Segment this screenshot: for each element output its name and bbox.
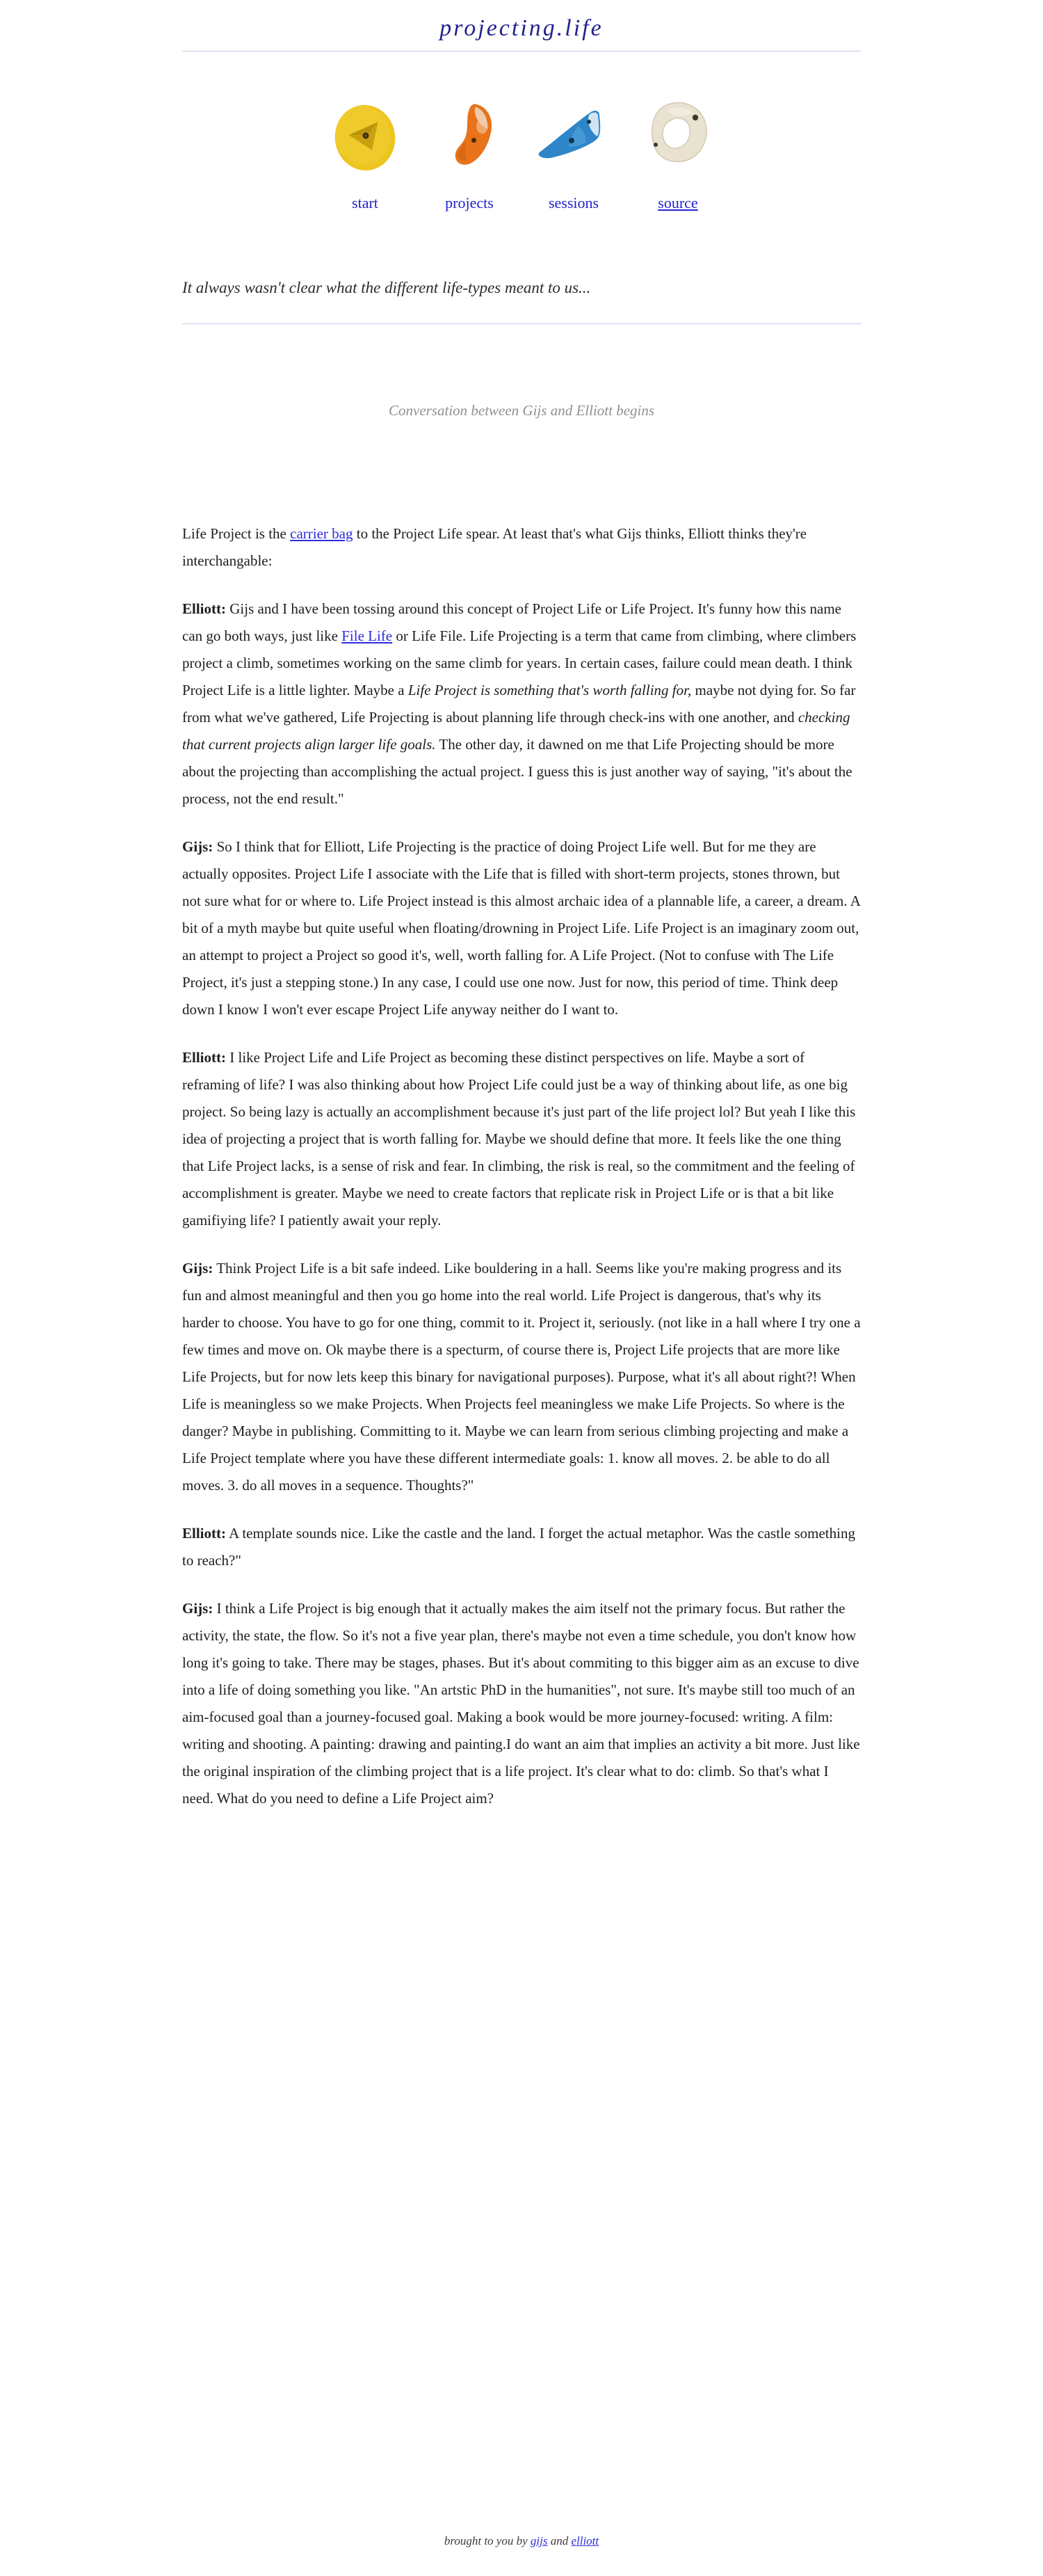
conversation-paragraph — [182, 1520, 861, 1574]
nav-item-projects[interactable] — [431, 86, 508, 212]
conversation-body — [182, 520, 861, 1833]
nav-item-start[interactable] — [327, 86, 403, 212]
nav-item-sessions[interactable] — [535, 86, 612, 212]
file-life-link[interactable]: File Life — [341, 627, 393, 644]
speaker-name: Gijs: — [182, 838, 213, 855]
conversation-caption: Conversation between Gijs and Elliott begins — [388, 402, 655, 419]
conversation-paragraph — [182, 1595, 861, 1812]
text-run: A template sounds nice. Like the castle and the land. I forget the actual metaphor. Was the castle something to reach?" — [182, 1525, 855, 1569]
text-run: maybe not dying for. So far from what we've gathered, Life Projecting is about planning life through check-ins with one another, and — [182, 682, 856, 726]
blue-triangle-hold-icon — [535, 86, 612, 187]
nav-label-sessions: sessions — [548, 194, 599, 211]
conversation-paragraph — [182, 520, 861, 575]
text-run: So I think that for Elliott, Life Projecting is the practice of doing Project Life well. But for me they are actually opposites. Project Life I associate with the Life that is filled with short-term projects, stones thrown, but not sure what for or where to. Life Project instead is this almost archaic idea of a plannable life, a career, a dream. A bit of a myth maybe but quite useful when floating/drowning in Project Life. Life Project is an imaginary zoom out, an attempt to project a Project so good it's, well, worth falling for. A Life Project. (Not to confuse with The Life Project, it's just a stepping stone.) In any case, I could use one now. Just for now, this period of time. Think deep down I know I won't ever escape Project Life anyway neither do I want to. — [182, 838, 860, 1018]
elliott-link[interactable]: elliott — [571, 2534, 599, 2547]
emphasized-text: checking that current projects align larger life goals. — [182, 709, 850, 753]
page-footer — [0, 2534, 1043, 2576]
nav-item-source[interactable] — [640, 86, 716, 212]
speaker-name: Elliott: — [182, 600, 226, 617]
nav-label-projects: projects — [445, 194, 494, 211]
conversation-paragraph — [182, 833, 861, 1023]
text-run: I think a Life Project is big enough that it actually makes the aim itself not the primary focus. But rather the activity, the state, the flow. So it's not a five year plan, there's maybe not even a time schedule, you don't know how long it's going to take. There may be stages, phases. But it's about commiting to this bigger aim as an excuse to dive into a life of doing something you like. "An artstic PhD in the humanities", not sure. It's maybe still too much of an aim-focused goal than a journey-focused goal. Making a book would be more journey-focused: writing. A film: writing and shooting. A painting: drawing and painting.I do want an aim that implies an activity a bit more. Just like the original inspiration of the climbing project that is a life project. It's clear what to do: climb. So that's what I need. What do you need to define a Life Project aim? — [182, 1600, 860, 1807]
text-run: to the Project Life spear. At least that's what Gijs thinks, Elliott thinks they're interchangable: — [182, 525, 807, 569]
main-nav — [0, 86, 1043, 212]
nav-label-start: start — [352, 194, 378, 211]
conversation-paragraph — [182, 1044, 861, 1234]
text-run: Gijs and I have been tossing around this concept of Project Life or Life Project. It's funny how this name can go both ways, just like — [182, 600, 841, 644]
white-donut-hold-icon — [640, 86, 716, 187]
speaker-name: Gijs: — [182, 1260, 213, 1277]
text-run: Think Project Life is a bit safe indeed. Like bouldering in a hall. Seems like you're making progress and its fun and almost meaningful and then you go home into the real world. Life Project is dangerous, that's why its harder to choose. You have to go for one thing, commit to it. Project it, seriously. (not like in a hall where I try one a few times and move on. Ok maybe there is a specturm, of course there is, Project Life projects that are more like Life Projects, but for now lets keep this binary for navigational purposes). Purpose, what it's all about right?! When Life is meaningless so we make Projects. When Projects feel meaningless we make Life Projects. So where is the danger? Maybe in publishing. Committing to it. Maybe we can learn from serious climbing projecting and make a Life Project template where you have these different intermediate goals: 1. know all moves. 2. be able to do all moves. 3. do all moves in a sequence. Thoughts?" — [182, 1260, 861, 1494]
intro-divider — [182, 323, 861, 324]
conversation-paragraph — [182, 1255, 861, 1499]
orange-crescent-hold-icon — [431, 86, 508, 187]
speaker-name: Elliott: — [182, 1049, 226, 1066]
site-header — [0, 0, 1043, 42]
text-run: The other day, it dawned on me that Life Projecting should be more about the projecting than accomplishing the actual project. I guess this is just another way of saying, "it's about the process, not the end result." — [182, 736, 852, 807]
emphasized-text: Life Project is something that's worth falling for, — [407, 682, 692, 698]
conversation-paragraph — [182, 595, 861, 813]
speaker-name: Gijs: — [182, 1600, 213, 1617]
gijs-link[interactable]: gijs — [530, 2534, 548, 2547]
text-run: I like Project Life and Life Project as becoming these distinct perspectives on life. Maybe a sort of reframing of life? I was also thinking about how Project Life could just be a way of thinking about life, as one big project. So being lazy is actually an accomplishment because it's just part of the life project lol? But yeah I like this idea of projecting a project that is worth falling for. Maybe we should define that more. It feels like the one thing that Life Project lacks, is a sense of risk and fear. In climbing, the risk is real, so the commitment and the feeling of accomplishment is greater. Maybe we need to create factors that replicate risk in Project Life or is that a bit like gamifiying life? I patiently await your reply. — [182, 1049, 856, 1229]
site-title: projecting.life — [439, 15, 604, 41]
text-run: and — [547, 2534, 572, 2547]
speaker-name: Elliott: — [182, 1525, 226, 1542]
carrier-bag-link[interactable]: carrier bag — [290, 525, 353, 542]
text-run: Life Project is the — [182, 525, 291, 542]
intro-line: It always wasn't clear what the different life-types meant to us... — [182, 279, 591, 296]
text-run: brought to you by — [444, 2534, 531, 2547]
yellow-round-hold-icon — [327, 86, 403, 187]
text-run: or Life File. Life Projecting is a term that came from climbing, where climbers project a climb, sometimes working on the same climb for years. In certain cases, failure could mean death. I think Project Life is a little lighter. Maybe a — [182, 627, 857, 698]
nav-label-source: source — [658, 194, 698, 211]
